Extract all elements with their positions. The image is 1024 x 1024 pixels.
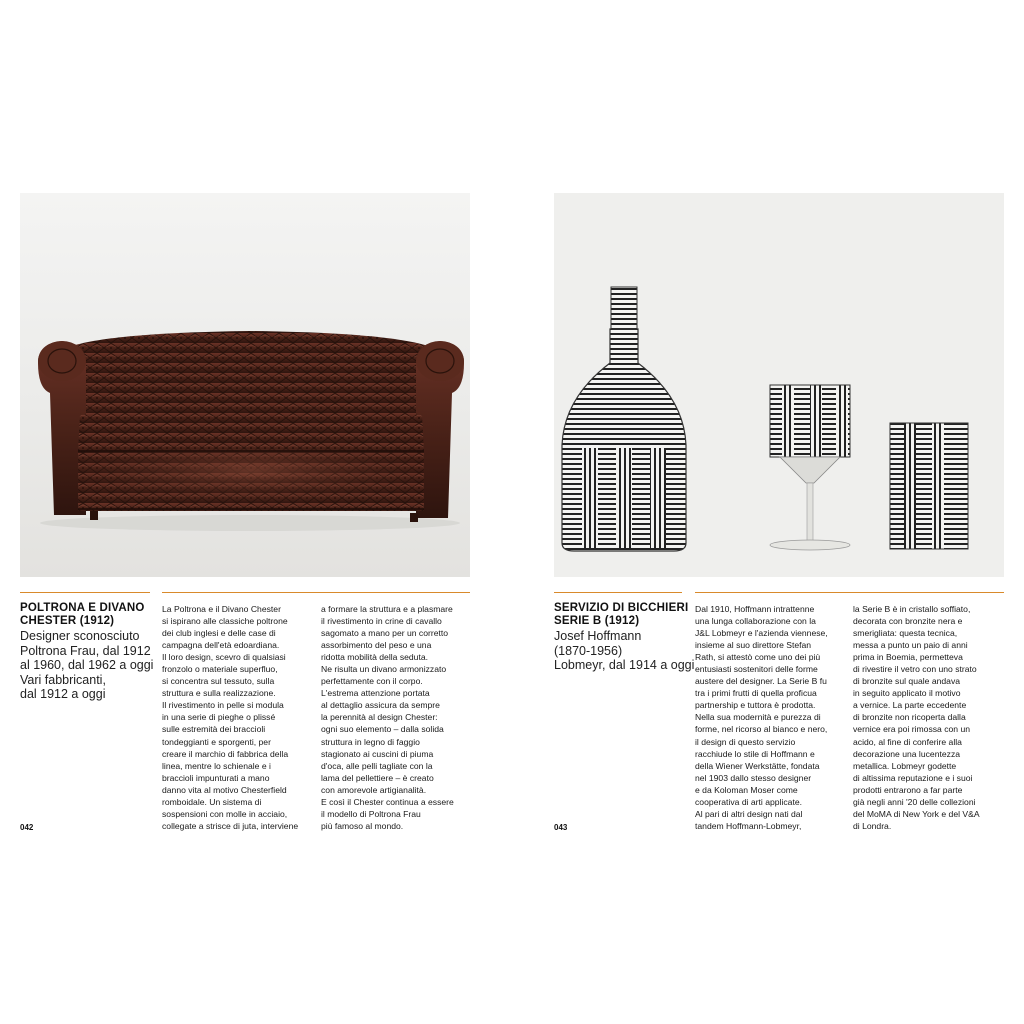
product-meta: Josef Hoffmann (1870-1956) Lobmeyr, dal 1914 a oggi [554,629,695,673]
sofa-photo [20,193,470,577]
glassware-set-photo [554,193,1004,577]
page-number: 043 [554,823,568,832]
product-meta: Designer sconosciuto Poltrona Frau, dal 1912 al 1960, dal 1962 a oggi Vari fabbricanti, dal 1912 a oggi [20,629,154,702]
product-title: SERVIZIO DI BICCHIERI SERIE B (1912) [554,602,689,627]
divider-rule [162,592,470,593]
divider-rule [554,592,682,593]
body-column-2: a formare la struttura e a plasmare il rivestimento in crine di cavallo sagomato a mano per un corretto assorbimento del peso e una ridotta mobilità della seduta. Ne risulta un divano armonizzato perfettamente con il corpo. L'estrema attenzione portata al dettaglio assicura da sempre la perennità al design Chester: ogni suo elemento – dalla solida struttura in legno di faggio stagionato ai cuscini di piuma d'oca, alle pelli tagliate con la lama del pellettiere – è creato con amorevole artigianalità. E così il Chester continua a essere il modello di Poltrona Frau più famoso al mondo. [321,604,454,831]
product-title: POLTRONA E DIVANO CHESTER (1912) [20,602,145,627]
divider-rule [695,592,1004,593]
right-page [512,0,1024,1024]
body-column-2: la Serie B è in cristallo soffiato, decorata con bronzite nera e smerigliata: questa tecnica, messa a punto un paio di anni prima in Boemia, permetteva di rivestire il vetro con uno strato di bronzite sul quale andava in seguito applicato il motivo a vernice. La parte eccedente di bronzite non ricoperta dalla vernice era poi rimossa con un acido, al fine di conferire alla decorazione una lucentezza metallica. Lobmeyr godette di altissima reputazione e i suoi prodotti entrarono a far parte già negli anni '20 delle collezioni del MoMA di New York e del V&A di Londra. [853,604,980,831]
glassware-photo [554,193,1004,577]
body-column-1: Dal 1910, Hoffmann intrattenne una lunga collaborazione con la J&L Lobmeyr e l'azienda viennese, insieme al suo direttore Stefan Rath, si attestò come uno dei più entusiasti sostenitori delle forme austere del designer. La Serie B fu tra i primi frutti di quella proficua partnership e tuttora è prodotta. Nella sua modernità e purezza di forme, nel ricorso al bianco e nero, il design di questo servizio racchiude lo stile di Hoffmann e della Wiener Werkstätte, fondata nel 1903 dallo stesso designer e da Koloman Moser come cooperativa di arti applicate. Al pari di altri design nati dal tandem Hoffmann-Lobmeyr, [695,604,828,831]
divider-rule [20,592,150,593]
chesterfield-sofa-photo [20,193,470,577]
body-column-1: La Poltrona e il Divano Chester si ispirano alle classiche poltrone dei club inglesi e delle case di campagna dell'età edoardiana. Il loro design, scevro di qualsiasi fronzolo o materiale superfluo, si concentra sul tessuto, sulla struttura e sulla realizzazione. Il rivestimento in pelle si modula in una serie di pieghe o plissé sulle estremità dei braccioli tondeggianti e sporgenti, per creare il marchio di fabbrica della linea, mentre lo schienale e i braccioli impunturati a mano danno vita al motivo Chesterfield romboidale. Un sistema di sospensioni con molle in acciaio, collegate a strisce di juta, interviene [162,604,299,831]
page-number: 042 [20,823,34,832]
